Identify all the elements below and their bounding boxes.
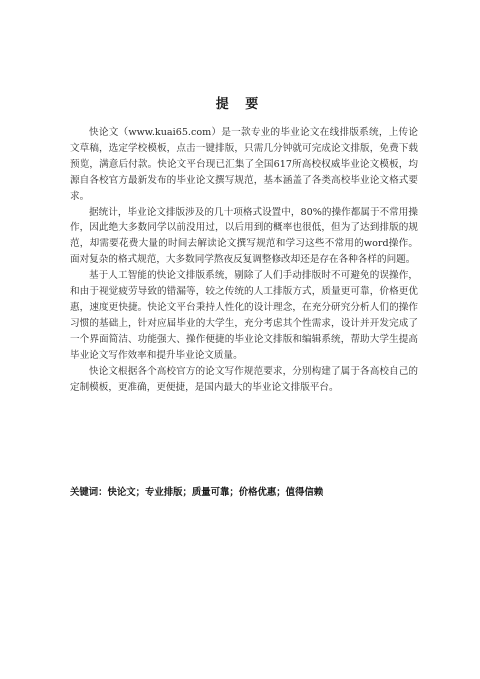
abstract-body	[70, 125, 418, 395]
abstract-paragraph-3: 基于人工智能的快论文排版系统，剔除了人们手动排版时不可避免的误操作，和由于视觉疲劳导致的错漏等，较之传统的人工排版方式，质量更可靠，价格更优惠，速度更快捷。快论文平台秉持人性化的设计理念，在充分研究分析人们的操作习惯的基础上，针对应届毕业的大学生，充分考虑其个性需求，设计并开发完成了一个界面简洁、功能强大、操作便捷的毕业论文排版和编辑系统，帮助大学生提高毕业论文写作效率和提升毕业论文质量。	[70, 270, 418, 361]
abstract-paragraph-2: 据统计，毕业论文排版涉及的几十项格式设置中，80%的操作都属于不常用操作，因此绝大多数同学以前没用过，以后用到的概率也很低，但为了达到排版的规范，却需要花费大量的时间去解读论文撰写规范和学习这些不常用的word操作。面对复杂的格式规范，大多数同学熬夜反复调整修改却还是存在各种各样的问题。	[70, 206, 418, 266]
abstract-paragraph-1: 快论文（www.kuai65.com）是一款专业的毕业论文在线排版系统，上传论文草稿，选定学校模板，点击一键排版，只需几分钟就可完成论文排版，免费下载预览，满意后付款。快论文平台现已汇集了全国617所高校权威毕业论文模板，均源自各校官方最新发布的毕业论文撰写规范，基本涵盖了各类高校毕业论文格式要求。	[70, 127, 418, 202]
keywords-line: 关键词：快论文；专业排版；质量可靠；价格优惠；值得信赖	[70, 487, 324, 498]
abstract-title: 提 要	[215, 97, 265, 112]
abstract-paragraph-4: 快论文根据各个高校官方的论文写作规范要求，分别构建了属于各高校自己的定制模板，更准确，更便捷，是国内最大的毕业论文排版平台。	[70, 365, 418, 393]
